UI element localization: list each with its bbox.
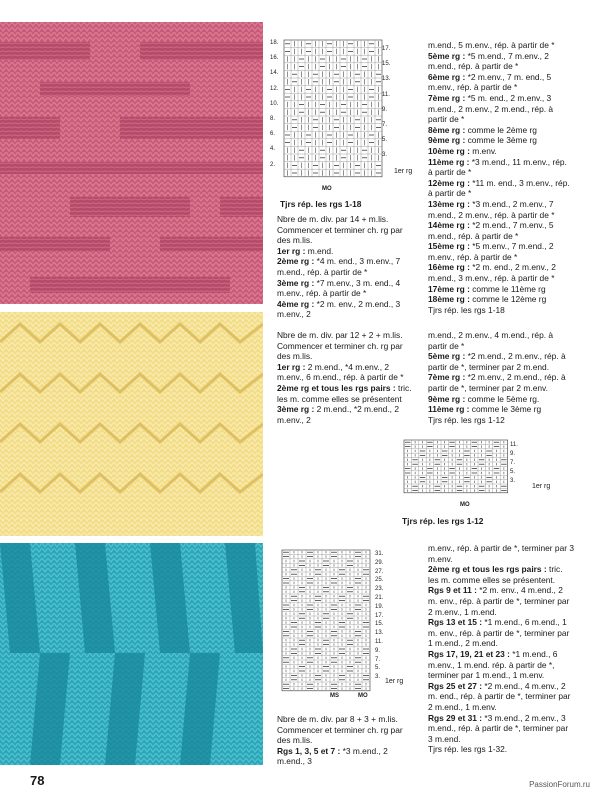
- instruction-line: 1er rg : m.end.: [277, 245, 334, 256]
- teal-swatch-photo: [0, 543, 263, 765]
- row-number: 15.: [375, 621, 384, 628]
- row-number: 3.: [375, 674, 381, 681]
- instruction-line: Nbre de m. div. par 12 + 2 + m.lis.: [277, 330, 403, 340]
- pattern1-mo-label: MO: [322, 186, 332, 192]
- row-number: 25.: [375, 577, 384, 584]
- instruction-line: Rgs 13 et 15 : *1 m.end., 6 m.end., 1 m. env., rép. à partir de *, terminer par 1 m.end., 2 m.end.: [428, 617, 570, 649]
- row-number: 8.: [270, 116, 276, 122]
- instruction-line: 17ème rg : comme le 11ème rg: [428, 283, 546, 294]
- row-number: 27.: [375, 568, 384, 575]
- instruction-line: 2ème rg : *4 m. end., 3 m.env., 7 m.end., rép. à partir de *: [277, 256, 401, 277]
- instruction-line: Commencer et terminer ch. rg par des m.lis.: [277, 224, 403, 246]
- pattern3-chart: [280, 548, 400, 708]
- instruction-line: Tjrs rép. les rgs 1-32.: [428, 744, 508, 755]
- instruction-line: 6ème rg : *2 m.env., 7 m. end., 5 m.env., rép. à partir de *: [428, 71, 552, 93]
- pattern3-instructions-col1: [277, 714, 417, 767]
- row-number: 9.: [375, 647, 381, 654]
- instruction-line: 12ème rg : *11 m. end., 3 m.env., rép. à partir de *: [428, 177, 570, 199]
- instruction-line: 11ème rg : *3 m.end., 11 m.env., rép. à partir de *: [428, 156, 567, 178]
- instruction-line: Rgs 25 et 27 : *2 m.end., 4 m.env., 2 m. end., rép. à partir de *, terminer par 2 m.end., 1 m.env.: [428, 680, 571, 712]
- row-number: 7.: [375, 656, 381, 663]
- row-number: 7.: [510, 460, 516, 466]
- instruction-line: 9ème rg : comme le 3ème rg: [428, 135, 537, 146]
- instruction-line: 7ème rg : *2 m.env., 2 m.end., rép. à partir de *, terminer par 2 m.env.: [428, 372, 566, 393]
- row-number: 5.: [382, 137, 388, 144]
- row-number: 15.: [382, 61, 391, 68]
- instruction-line: 11ème rg : comme le 3ème rg: [428, 404, 542, 415]
- instruction-line: Rgs 9 et 11 : *2 m. env., 4 m.end., 2 m. env., rép. à partir de *, terminer par 2 m.env., 1 m.end.: [428, 585, 570, 617]
- pattern3-instructions-col2: [428, 543, 574, 755]
- instruction-line: 7ème rg : *5 m. end., 2 m.env., 3 m.end., 2 m.env., 2 m.end., rép. à partir de *: [428, 92, 554, 125]
- pattern3-ms-label: MS: [330, 693, 339, 699]
- pattern3-mo-label: MO: [358, 693, 368, 699]
- instruction-line: 15ème rg : *5 m.env., 7 m.end., 2 m.env., rép. à partir de *: [428, 241, 554, 262]
- row-number: 21.: [375, 595, 384, 601]
- row-number: 2.: [270, 161, 276, 168]
- row-number: 18.: [270, 40, 279, 46]
- pattern2-instructions-col2: [428, 330, 573, 425]
- instruction-line: m.end., 5 m.env., rép. à partir de *: [428, 40, 555, 50]
- row-number: 13.: [375, 630, 384, 637]
- row-number: 9.: [382, 106, 388, 113]
- instruction-line: Rgs 1, 3, 5 et 7 : *3 m.end., 2 m.end., 3: [277, 745, 388, 767]
- instruction-line: Nbre de m. div. par 8 + 3 + m.lis.: [277, 714, 398, 724]
- pattern2-instructions-col1: [277, 330, 417, 425]
- site-watermark: PassionForum.ru: [529, 780, 590, 789]
- row-number: 3.: [382, 152, 388, 159]
- instruction-line: 5ème rg : *2 m.end., 2 m.env., rép. à partir de *, terminer par 2 m.end.: [428, 351, 566, 372]
- instruction-line: Tjrs rép. les rgs 1-18: [428, 304, 505, 315]
- instruction-line: 3ème rg : *7 m.env., 3 m. end., 4 m.env., rép. à partir de *: [277, 277, 401, 299]
- row-number: 31.: [375, 551, 384, 557]
- instruction-line: 10ème rg : m.env.: [428, 145, 497, 156]
- pattern2-first-row-label: 1er rg: [532, 483, 551, 490]
- instruction-line: 1er rg : 2 m.end., *4 m.env., 2 m.env., 6 m.end., rép. à partir de *: [277, 361, 404, 383]
- row-number: 29.: [375, 559, 384, 566]
- row-number: 7.: [382, 122, 388, 128]
- row-number: 16.: [270, 55, 279, 62]
- instruction-line: m.end., 2 m.env., 4 m.end., rép. à partir de *: [428, 330, 554, 351]
- row-number: 19.: [375, 603, 384, 610]
- pattern1-chart: [270, 38, 392, 188]
- row-number: 11.: [382, 91, 390, 98]
- row-number: 17.: [375, 612, 384, 619]
- instruction-line: 2ème rg et tous les rgs pairs : tric. les m. comme elles se présentent.: [428, 564, 563, 585]
- instruction-line: 9ème rg : comme le 5ème rg.: [428, 393, 540, 404]
- instruction-line: Rgs 29 et 31 : *3 m.end., 2 m.env., 3 m.end., rép. à partir de *, terminer par 3 m.end.: [428, 712, 569, 744]
- instruction-line: Commencer et terminer ch. rg par des m.lis.: [277, 340, 403, 362]
- row-number: 5.: [510, 469, 516, 475]
- instruction-line: 18ème rg : comme le 12ème rg: [428, 294, 547, 305]
- row-number: 12.: [270, 85, 279, 92]
- row-number: 17.: [382, 46, 391, 52]
- pattern1-first-row-label: 1er rg: [394, 168, 413, 175]
- instruction-line: Nbre de m. div. par 14 + m.lis.: [277, 214, 389, 224]
- row-number: 3.: [510, 478, 516, 484]
- pattern3-first-row-label: 1er rg: [385, 678, 404, 685]
- row-number: 14.: [270, 70, 279, 77]
- pink-swatch-photo: [0, 22, 263, 304]
- instruction-line: Tjrs rép. les rgs 1-12: [428, 414, 505, 425]
- instruction-line: m.env., rép. à partir de *, terminer par 3 m.env.: [428, 543, 575, 564]
- row-number: 13.: [382, 76, 391, 83]
- instruction-line: 2ème rg et tous les rgs pairs : tric. les m. comme elles se présentent: [277, 382, 412, 404]
- row-number: 5.: [375, 665, 381, 672]
- row-number: 11.: [510, 442, 518, 448]
- instruction-line: 14ème rg : *2 m.end., 7 m.env., 5 m.end., rép. à partir de *: [428, 220, 554, 241]
- row-number: 11.: [375, 639, 383, 645]
- row-number: 23.: [375, 586, 384, 593]
- row-number: 10.: [270, 100, 279, 107]
- row-number: 6.: [270, 131, 276, 138]
- instruction-line: 3ème rg : 2 m.end., *2 m.end., 2 m.env., 2: [277, 404, 399, 425]
- instruction-line: Commencer et terminer ch. rg par des m.lis.: [277, 724, 403, 746]
- pattern2-mo-label: MO: [460, 502, 470, 508]
- pattern1-instructions-col1: [277, 214, 417, 320]
- yellow-swatch-photo: [0, 312, 263, 536]
- pattern2-repeat-label: Tjrs rép. les rgs 1-12: [402, 516, 484, 526]
- instruction-line: Rgs 17, 19, 21 et 23 : *1 m.end., 6 m.env., 1 m.end. rép. à partir de *, terminer par 1 m.end., 1 m.env.: [428, 648, 558, 681]
- instruction-line: 4ème rg : *2 m. env., 2 m.end., 3 m.env., 2: [277, 298, 401, 320]
- instruction-line: 8ème rg : comme le 2ème rg: [428, 124, 537, 135]
- page-number: 78: [30, 773, 45, 788]
- instruction-line: 16ème rg : *2 m. end., 2 m.env., 2 m.end., 3 m.env., rép. à partir de *: [428, 262, 556, 284]
- row-number: 9.: [510, 451, 516, 457]
- pattern1-repeat-label: Tjrs rép. les rgs 1-18: [280, 199, 362, 209]
- pattern2-chart: [402, 438, 522, 498]
- instruction-line: 5ème rg : *5 m.end., 7 m.env., 2 m.end., rép. à partir de *: [428, 50, 549, 72]
- row-number: 4.: [270, 146, 276, 153]
- instruction-line: 13ème rg : *3 m.end., 2 m.env., 7 m.end., 2 m.env., rép. à partir de *: [428, 198, 555, 220]
- pattern1-instructions-col2: [428, 40, 572, 315]
